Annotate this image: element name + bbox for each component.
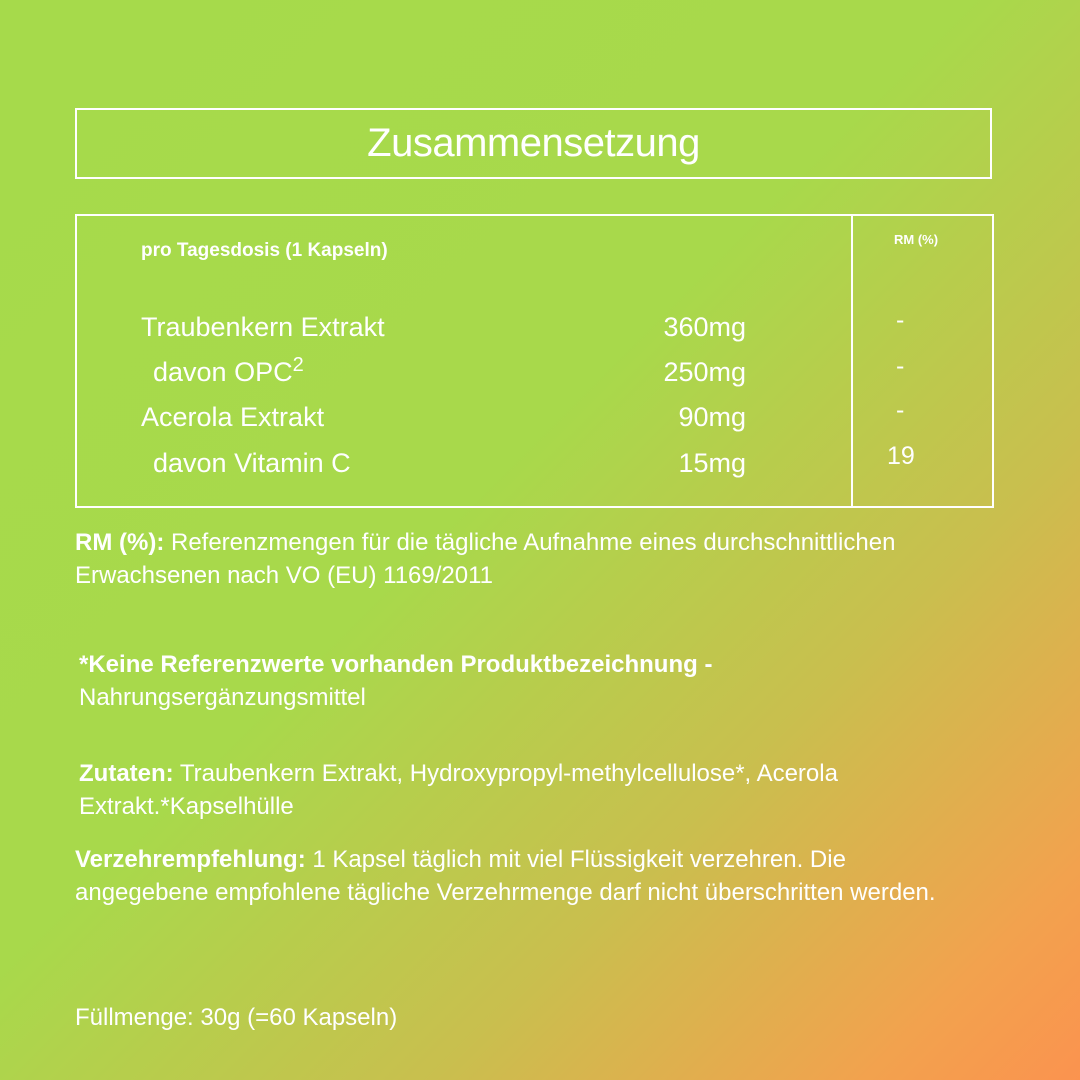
title-box (75, 108, 992, 179)
rm-note (75, 526, 895, 592)
row-amount-acerola: 90mg (678, 402, 746, 432)
page-title: Zusammensetzung (367, 121, 700, 165)
row-amount-opc: 250mg (663, 357, 746, 387)
ingredients-line2: Extrakt.*Kapselhülle (79, 793, 294, 820)
consumption-line1: 1 Kapsel täglich mit viel Flüssigkeit verzehren. Die (305, 846, 846, 873)
table-header-right: RM (%) (894, 232, 939, 247)
fill-quantity: Füllmenge: 30g (=60 Kapseln) (75, 1004, 398, 1031)
row-rm-vitamin-c: 19 (887, 442, 915, 470)
row-name-traubenkern: Traubenkern Extrakt (141, 312, 385, 342)
row-amount-vitamin-c: 15mg (678, 448, 746, 478)
rm-note-line1: Referenzmengen für die tägliche Aufnahme eines durchschnittlichen (164, 529, 896, 556)
row-rm-opc: - (896, 352, 905, 380)
consumption-recommendation (75, 843, 936, 909)
row-rm-acerola: - (896, 396, 905, 424)
row-name-opc-sup: 2 (292, 354, 304, 376)
product-bold: *Keine Referenzwerte vorhanden Produktbezeichnung - (79, 651, 713, 678)
row-amount-traubenkern: 360mg (663, 312, 746, 342)
row-name-opc-text: davon OPC (153, 357, 293, 387)
ingredients-label: Zutaten: (79, 760, 174, 787)
product-text: Nahrungsergänzungsmittel (79, 684, 366, 711)
row-name-vitamin-c: davon Vitamin C (153, 448, 351, 478)
rm-note-line2: Erwachsenen nach VO (EU) 1169/2011 (75, 562, 494, 589)
consumption-label: Verzehrempfehlung: (75, 846, 306, 873)
ingredients (79, 757, 838, 823)
rm-note-label: RM (%): (75, 529, 165, 556)
ingredients-line1: Traubenkern Extrakt, Hydroxypropyl-methylcellulose*, Acerola (173, 760, 838, 787)
table-divider (851, 214, 853, 508)
consumption-line2: angegebene empfohlene tägliche Verzehrmenge darf nicht überschritten werden. (75, 879, 936, 906)
row-rm-traubenkern: - (896, 306, 905, 334)
product-description (79, 648, 712, 714)
row-name-opc (153, 354, 304, 388)
table-header-left: pro Tagesdosis (1 Kapseln) (141, 240, 388, 261)
row-name-acerola: Acerola Extrakt (141, 402, 325, 432)
